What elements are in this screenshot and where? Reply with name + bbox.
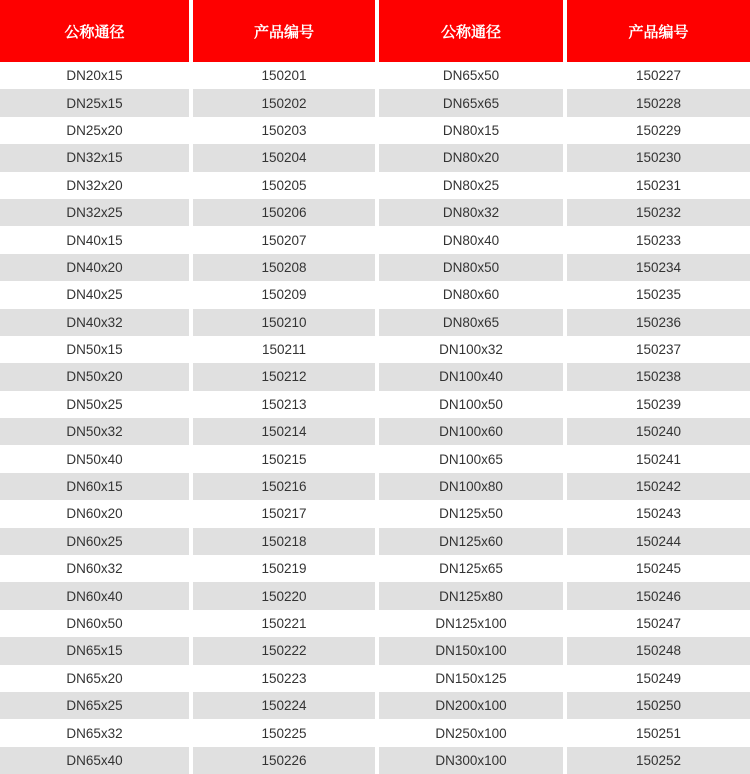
nominal-diameter-cell: DN40x32 xyxy=(0,309,189,336)
table-row xyxy=(0,500,750,527)
product-code-cell: 150235 xyxy=(567,281,750,308)
product-code-cell: 150205 xyxy=(193,172,375,199)
product-code-cell: 150216 xyxy=(193,473,375,500)
nominal-diameter-cell: DN125x100 xyxy=(379,610,563,637)
product-code-cell: 150207 xyxy=(193,226,375,253)
nominal-diameter-cell: DN80x25 xyxy=(379,172,563,199)
nominal-diameter-cell: DN60x32 xyxy=(0,555,189,582)
nominal-diameter-cell: DN40x25 xyxy=(0,281,189,308)
header-row xyxy=(0,0,750,62)
product-code-cell: 150220 xyxy=(193,582,375,609)
product-code-cell: 150224 xyxy=(193,692,375,719)
nominal-diameter-cell: DN50x15 xyxy=(0,336,189,363)
nominal-diameter-cell: DN100x65 xyxy=(379,445,563,472)
table-row xyxy=(0,226,750,253)
nominal-diameter-cell: DN150x100 xyxy=(379,637,563,664)
nominal-diameter-cell: DN50x40 xyxy=(0,445,189,472)
nominal-diameter-cell: DN80x20 xyxy=(379,144,563,171)
table-row xyxy=(0,391,750,418)
nominal-diameter-cell: DN80x32 xyxy=(379,199,563,226)
table-row xyxy=(0,555,750,582)
table-row xyxy=(0,117,750,144)
nominal-diameter-cell: DN125x80 xyxy=(379,582,563,609)
table-row xyxy=(0,747,750,774)
nominal-diameter-cell: DN40x15 xyxy=(0,226,189,253)
nominal-diameter-cell: DN25x15 xyxy=(0,89,189,116)
product-code-cell: 150218 xyxy=(193,528,375,555)
nominal-diameter-cell: DN150x125 xyxy=(379,665,563,692)
product-code-cell: 150227 xyxy=(567,62,750,89)
nominal-diameter-cell: DN60x20 xyxy=(0,500,189,527)
product-code-cell: 150219 xyxy=(193,555,375,582)
nominal-diameter-cell: DN300x100 xyxy=(379,747,563,774)
product-code-cell: 150223 xyxy=(193,665,375,692)
product-code-cell: 150214 xyxy=(193,418,375,445)
nominal-diameter-cell: DN250x100 xyxy=(379,719,563,746)
table-row xyxy=(0,473,750,500)
product-code-cell: 150226 xyxy=(193,747,375,774)
nominal-diameter-cell: DN32x25 xyxy=(0,199,189,226)
nominal-diameter-cell: DN100x60 xyxy=(379,418,563,445)
product-code-cell: 150221 xyxy=(193,610,375,637)
nominal-diameter-cell: DN32x15 xyxy=(0,144,189,171)
table-row xyxy=(0,637,750,664)
header-product-code-2: 产品编号 xyxy=(567,0,750,62)
header-nominal-diameter-2: 公称通径 xyxy=(379,0,563,62)
product-code-cell: 150250 xyxy=(567,692,750,719)
product-code-cell: 150215 xyxy=(193,445,375,472)
table-row xyxy=(0,418,750,445)
table-row xyxy=(0,144,750,171)
product-code-cell: 150240 xyxy=(567,418,750,445)
nominal-diameter-cell: DN60x40 xyxy=(0,582,189,609)
nominal-diameter-cell: DN25x20 xyxy=(0,117,189,144)
header-product-code-1: 产品编号 xyxy=(193,0,375,62)
product-code-cell: 150203 xyxy=(193,117,375,144)
table-row xyxy=(0,336,750,363)
product-code-cell: 150217 xyxy=(193,500,375,527)
table-row xyxy=(0,89,750,116)
product-code-cell: 150252 xyxy=(567,747,750,774)
product-code-cell: 150244 xyxy=(567,528,750,555)
table-row xyxy=(0,665,750,692)
table-header xyxy=(0,0,750,62)
table-row xyxy=(0,281,750,308)
product-code-cell: 150208 xyxy=(193,254,375,281)
nominal-diameter-cell: DN200x100 xyxy=(379,692,563,719)
nominal-diameter-cell: DN50x32 xyxy=(0,418,189,445)
nominal-diameter-cell: DN65x50 xyxy=(379,62,563,89)
product-code-cell: 150213 xyxy=(193,391,375,418)
nominal-diameter-cell: DN65x25 xyxy=(0,692,189,719)
nominal-diameter-cell: DN80x60 xyxy=(379,281,563,308)
nominal-diameter-cell: DN20x15 xyxy=(0,62,189,89)
header-nominal-diameter-1: 公称通径 xyxy=(0,0,189,62)
nominal-diameter-cell: DN125x50 xyxy=(379,500,563,527)
table-row xyxy=(0,582,750,609)
product-code-cell: 150204 xyxy=(193,144,375,171)
nominal-diameter-cell: DN65x15 xyxy=(0,637,189,664)
table-row xyxy=(0,528,750,555)
nominal-diameter-cell: DN50x20 xyxy=(0,363,189,390)
product-code-cell: 150225 xyxy=(193,719,375,746)
nominal-diameter-cell: DN100x32 xyxy=(379,336,563,363)
table-row xyxy=(0,445,750,472)
product-code-cell: 150211 xyxy=(193,336,375,363)
table-row xyxy=(0,172,750,199)
nominal-diameter-cell: DN50x25 xyxy=(0,391,189,418)
product-code-cell: 150243 xyxy=(567,500,750,527)
product-code-cell: 150230 xyxy=(567,144,750,171)
nominal-diameter-cell: DN80x40 xyxy=(379,226,563,253)
nominal-diameter-cell: DN80x65 xyxy=(379,309,563,336)
product-code-cell: 150249 xyxy=(567,665,750,692)
nominal-diameter-cell: DN32x20 xyxy=(0,172,189,199)
product-code-cell: 150246 xyxy=(567,582,750,609)
nominal-diameter-cell: DN100x50 xyxy=(379,391,563,418)
nominal-diameter-cell: DN60x50 xyxy=(0,610,189,637)
product-code-cell: 150234 xyxy=(567,254,750,281)
table-row xyxy=(0,254,750,281)
product-code-cell: 150209 xyxy=(193,281,375,308)
product-code-cell: 150228 xyxy=(567,89,750,116)
product-code-cell: 150247 xyxy=(567,610,750,637)
table-row xyxy=(0,309,750,336)
nominal-diameter-cell: DN80x15 xyxy=(379,117,563,144)
product-code-cell: 150232 xyxy=(567,199,750,226)
nominal-diameter-cell: DN80x50 xyxy=(379,254,563,281)
product-code-cell: 150222 xyxy=(193,637,375,664)
product-code-cell: 150210 xyxy=(193,309,375,336)
product-code-cell: 150237 xyxy=(567,336,750,363)
product-code-cell: 150241 xyxy=(567,445,750,472)
product-code-cell: 150238 xyxy=(567,363,750,390)
table-row xyxy=(0,719,750,746)
nominal-diameter-cell: DN60x15 xyxy=(0,473,189,500)
product-code-cell: 150201 xyxy=(193,62,375,89)
product-code-cell: 150236 xyxy=(567,309,750,336)
product-code-cell: 150251 xyxy=(567,719,750,746)
nominal-diameter-cell: DN100x80 xyxy=(379,473,563,500)
product-code-cell: 150245 xyxy=(567,555,750,582)
table-row xyxy=(0,199,750,226)
product-code-cell: 150202 xyxy=(193,89,375,116)
nominal-diameter-cell: DN100x40 xyxy=(379,363,563,390)
product-code-cell: 150229 xyxy=(567,117,750,144)
nominal-diameter-cell: DN65x32 xyxy=(0,719,189,746)
nominal-diameter-cell: DN65x65 xyxy=(379,89,563,116)
product-code-cell: 150239 xyxy=(567,391,750,418)
table-row xyxy=(0,363,750,390)
nominal-diameter-cell: DN65x40 xyxy=(0,747,189,774)
product-code-cell: 150248 xyxy=(567,637,750,664)
nominal-diameter-cell: DN40x20 xyxy=(0,254,189,281)
nominal-diameter-cell: DN125x60 xyxy=(379,528,563,555)
table-row xyxy=(0,610,750,637)
table-row xyxy=(0,692,750,719)
nominal-diameter-cell: DN60x25 xyxy=(0,528,189,555)
product-code-cell: 150206 xyxy=(193,199,375,226)
product-code-cell: 150212 xyxy=(193,363,375,390)
product-code-cell: 150233 xyxy=(567,226,750,253)
product-code-cell: 150231 xyxy=(567,172,750,199)
table-body xyxy=(0,62,750,774)
table-row xyxy=(0,62,750,89)
nominal-diameter-cell: DN65x20 xyxy=(0,665,189,692)
nominal-diameter-cell: DN125x65 xyxy=(379,555,563,582)
product-code-cell: 150242 xyxy=(567,473,750,500)
